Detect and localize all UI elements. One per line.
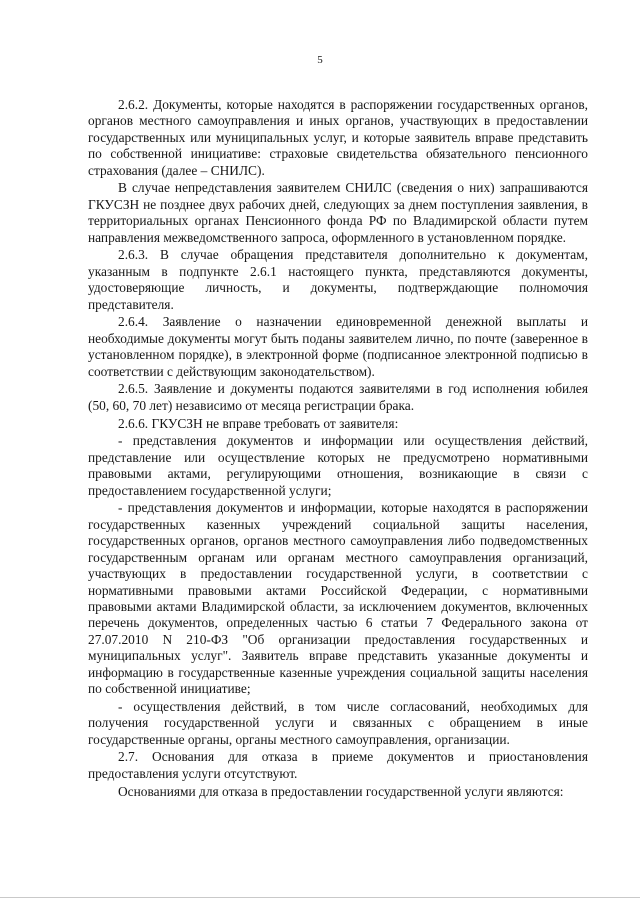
paragraph-2-6-6: 2.6.6. ГКУСЗН не вправе требовать от заявителя: [118,415,399,431]
document-body [88,97,588,801]
list-item-documents-not-required: - представления документов и информации или осуществления действий, представление или осуществление которых не предусмотрено нормативными правовыми актами, регулирующими отношения, возникающие в связи с предоставлением государственной услуги; [88,433,588,498]
paragraph-2-6-4: 2.6.4. Заявление о назначении единовременной денежной выплаты и необходимые документы могут быть поданы заявителем лично, по почте (заверенное в установленном порядке), в электронной форме (подписанное электронной подписью в соответствии с действующим законодательством). [88,314,588,379]
paragraph-snils-request: В случае непредставления заявителем СНИЛС (сведения о них) запрашиваются ГКУСЗН не позднее двух рабочих дней, следующих за днем поступления заявления, в территориальных органах Пенсионного фонда РФ по Владимирской области путем направления межведомственного запроса, оформленного в установленном порядке. [88,180,588,245]
list-item-documents-in-agencies: - представления документов и информации, которые находятся в распоряжении государственных казенных учреждений социальной защиты населения, государственных органов, органов местного самоуправления либо подведомственных государственным органам или органам местного самоуправления организаций, участвующих в предоставлении государственной услуги, в соответствии с нормативными правовыми актами Российской Федерации, с нормативными правовыми актами Владимирской области, за исключением документов, включенных перечень документов, определенных частью 6 статьи 7 Федерального закона от 27.07.2010 N 210-ФЗ "Об организации предоставления государственных и муниципальных услуг". Заявитель вправе представить указанные документы и информацию в государственные казенные учреждения социальной защиты населения по собственной инициативе; [88,500,588,696]
paragraph-refusal-grounds: Основаниями для отказа в предоставлении государственной услуги являются: [118,783,564,799]
scan-edge-line [0,897,640,898]
page-number: 5 [317,54,323,66]
list-item-actions-not-required: - осуществления действий, в том числе согласований, необходимых для получения государственной услуги и связанных с обращением в иные государственные органы, органы местного самоуправления, организации. [88,698,588,747]
paragraph-2-6-5: 2.6.5. Заявление и документы подаются заявителями в год исполнения юбилея (50, 60, 70 лет) независимо от месяца регистрации брака. [88,381,588,413]
paragraph-2-6-2: 2.6.2. Документы, которые находятся в распоряжении государственных органов, органов местного самоуправления и иных органов, участвующих в предоставлении государственных или муниципальных услуг, и которые заявитель вправе представить по собственной инициативе: страховые свидетельства обязательного пенсионного страхования (далее – СНИЛС). [88,97,588,178]
paragraph-2-6-3: 2.6.3. В случае обращения представителя дополнительно к документам, указанным в подпункте 2.6.1 настоящего пункта, представляются документы, удостоверяющие личность, и документы, подтверждающие полномочия представителя. [88,247,588,312]
paragraph-2-7: 2.7. Основания для отказа в приеме документов и приостановления предоставления услуги отсутствуют. [88,749,588,781]
